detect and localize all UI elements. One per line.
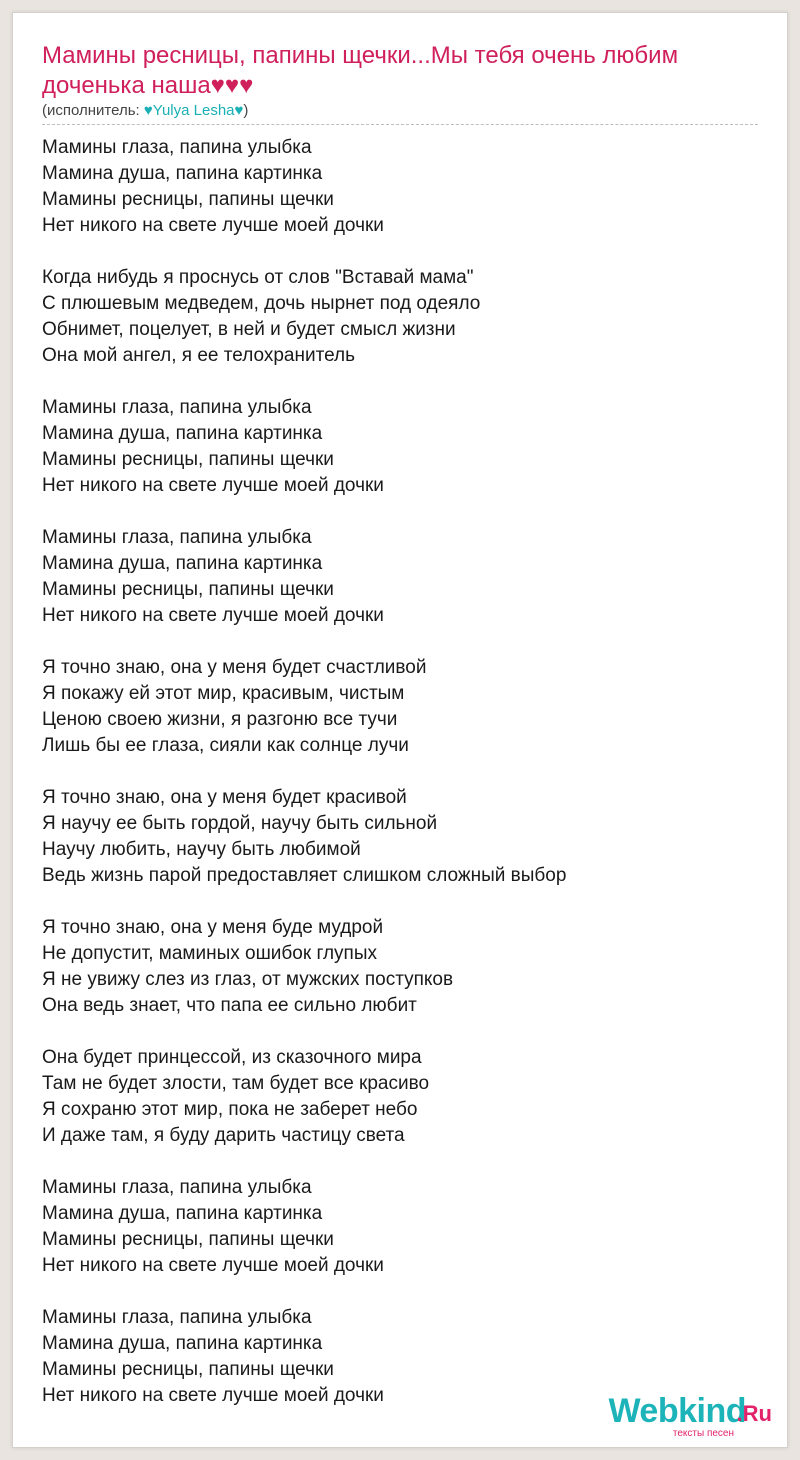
lyrics-stanza: [42, 1045, 742, 1149]
logo-name: Webkind: [608, 1392, 746, 1430]
lyrics-line: Лишь бы ее глаза, сияли как солнце лучи: [42, 735, 409, 756]
logo-tagline: тексты песен: [672, 1428, 734, 1439]
lyrics-line: Мамины глаза, папина улыбка: [42, 527, 312, 548]
lyrics-line: Я научу ее быть гордой, научу быть сильной: [42, 813, 438, 834]
lyrics-line: Научу любить, научу быть любимой: [42, 839, 361, 860]
lyrics-line: Нет никого на свете лучше моей дочки: [42, 475, 384, 496]
artist-suffix: ): [243, 102, 249, 119]
lyrics-line: Я точно знаю, она у меня будет красивой: [42, 787, 407, 808]
lyrics-line: Мамина душа, папина картинка: [42, 1203, 323, 1224]
lyrics-line: Мамины ресницы, папины щечки: [42, 189, 334, 210]
lyrics-line: Мамины ресницы, папины щечки: [42, 579, 334, 600]
lyrics-line: Мамина душа, папина картинка: [42, 163, 323, 184]
lyrics-line: Я точно знаю, она у меня буде мудрой: [42, 917, 384, 938]
lyrics-line: Я покажу ей этот мир, красивым, чистым: [42, 683, 405, 704]
lyrics-line: Ведь жизнь парой предоставляет слишком сложный выбор: [42, 865, 567, 886]
artist-line: [42, 102, 248, 119]
lyrics-line: Там не будет злости, там будет все красиво: [42, 1073, 430, 1094]
lyrics-line: Мамины глаза, папина улыбка: [42, 137, 312, 158]
lyrics-stanza: [42, 915, 742, 1019]
lyrics-line: Мамины глаза, папина улыбка: [42, 397, 312, 418]
lyrics-line: Я сохраню этот мир, пока не заберет небо: [42, 1099, 418, 1120]
lyrics-stanza: [42, 1175, 742, 1279]
lyrics-line: Она ведь знает, что папа ее сильно любит: [42, 995, 417, 1016]
lyrics-line: Мамина душа, папина картинка: [42, 423, 323, 444]
artist-link[interactable]: ♥Yulya Lesha♥: [143, 102, 244, 119]
lyrics-line: Мамины глаза, папина улыбка: [42, 1177, 312, 1198]
lyrics-stanza: [42, 395, 742, 499]
lyrics-line: Не допустит, маминых ошибок глупых: [42, 943, 378, 964]
lyrics-line: Она будет принцессой, из сказочного мира: [42, 1047, 422, 1068]
song-title: Мамины ресницы, папины щечки...Мы тебя очень любим доченька наша♥♥♥: [42, 42, 679, 99]
lyrics-line: Нет никого на свете лучше моей дочки: [42, 605, 384, 626]
lyrics-line: Мамины ресницы, папины щечки: [42, 449, 334, 470]
lyrics-line: Мамины ресницы, папины щечки: [42, 1359, 334, 1380]
lyrics-stanza: [42, 265, 742, 369]
lyrics-line: Мамины ресницы, папины щечки: [42, 1229, 334, 1250]
lyrics-line: Она мой ангел, я ее телохранитель: [42, 345, 355, 366]
lyrics-stanza: [42, 135, 742, 239]
lyrics-line: Нет никого на свете лучше моей дочки: [42, 1385, 384, 1406]
lyrics-line: Когда нибудь я проснусь от слов "Вставай мама": [42, 267, 474, 288]
lyrics-line: С плюшевым медведем, дочь нырнет под одеяло: [42, 293, 481, 314]
artist-prefix: (исполнитель:: [42, 102, 144, 119]
lyrics-line: Мамина душа, папина картинка: [42, 553, 323, 574]
lyrics-line: Нет никого на свете лучше моей дочки: [42, 215, 384, 236]
lyrics-line: Я точно знаю, она у меня будет счастливой: [42, 657, 427, 678]
lyrics-stanza: [42, 525, 742, 629]
title-divider: [42, 124, 758, 125]
lyrics-line: Мамина душа, папина картинка: [42, 1333, 323, 1354]
lyrics-line: Нет никого на свете лучше моей дочки: [42, 1255, 384, 1276]
lyrics-line: Ценою своею жизни, я разгоню все тучи: [42, 709, 398, 730]
lyrics-line: Обнимет, поцелует, в ней и будет смысл жизни: [42, 319, 456, 340]
logo-tld: .Ru: [736, 1401, 772, 1426]
lyrics-text: [42, 135, 742, 1435]
site-logo[interactable]: [582, 1392, 772, 1440]
lyrics-stanza: [42, 655, 742, 759]
lyrics-line: Мамины глаза, папина улыбка: [42, 1307, 312, 1328]
lyrics-stanza: [42, 785, 742, 889]
lyrics-line: И даже там, я буду дарить частицу света: [42, 1125, 405, 1146]
lyrics-line: Я не увижу слез из глаз, от мужских поступков: [42, 969, 454, 990]
